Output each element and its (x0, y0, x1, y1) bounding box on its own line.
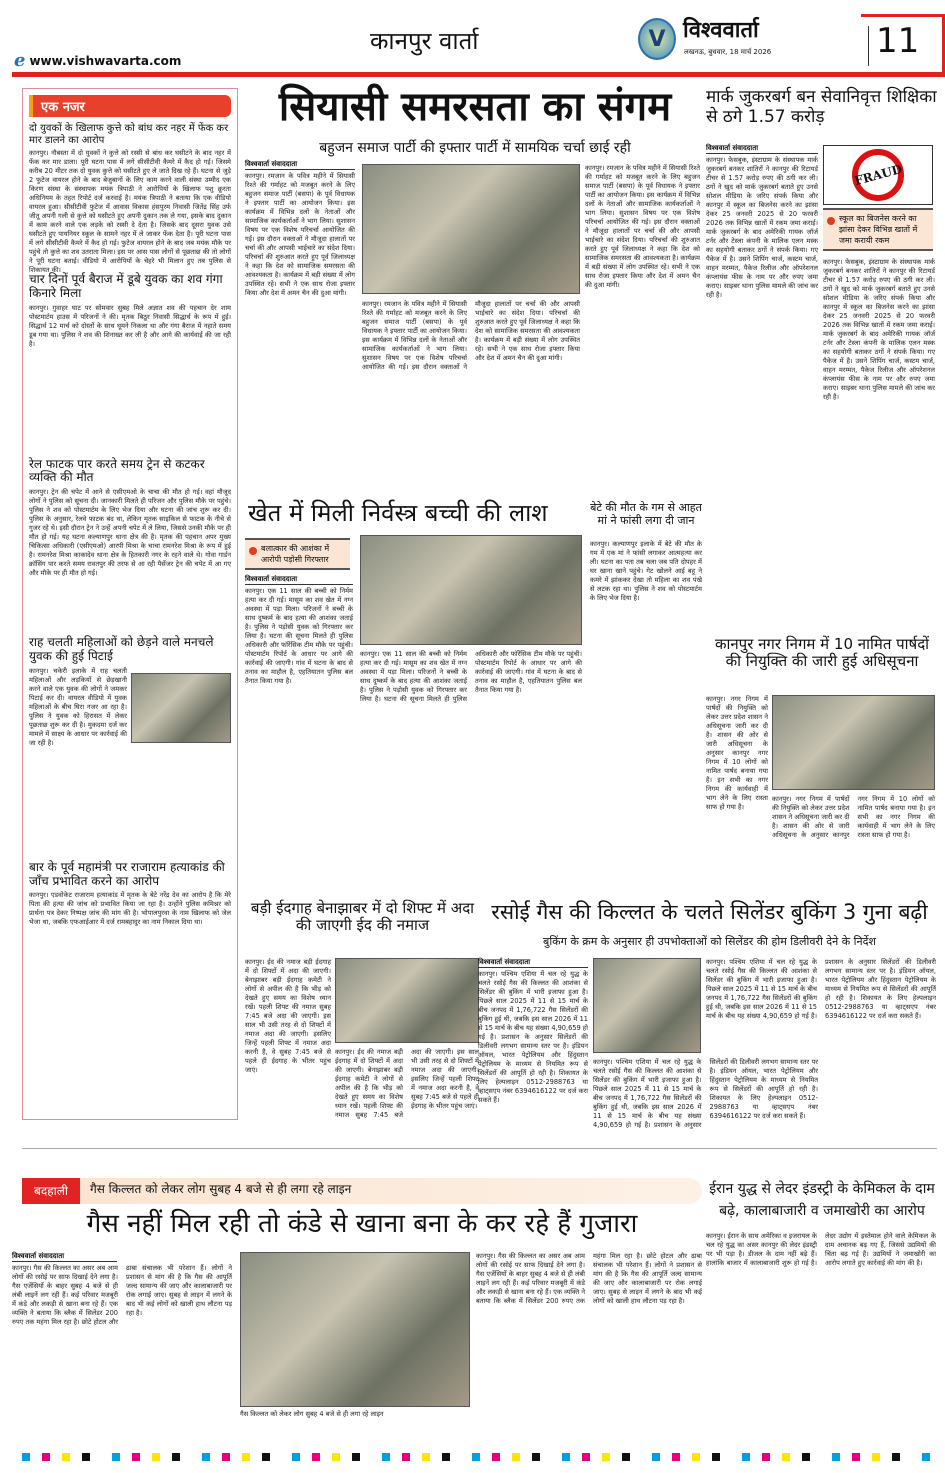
byline: विश्ववार्ता संवाददाता (706, 144, 818, 154)
brief-title: रेल फाटक पार करते समय ट्रेन से कटकर व्यक्ति की मौत (29, 456, 205, 485)
page-number: 11 (876, 21, 920, 61)
harassment-photo (131, 673, 231, 743)
story-headline: ईरान युद्ध से लेदर इंडस्ट्री के केमिकल के दाम बढ़े, कालाबाजारी व जमाखोरी का आरोप (709, 1181, 935, 1219)
story-text: कानपुर। ईद की नमाज बड़ी ईदगाह में दो शिफ्टों में अदा की जाएगी। बेनाझाबर बड़ी ईदगाह कमेटी ने लोगों से अपील की है कि भीड़ को देखते हुए समय का विशेष ध्यान रखें। पहली शिफ्ट की नमाज सुबह 7:45 बजे अदा की जाएगी। इस साल भी उसी तरह से दो शिफ्टों में नमाज अदा की जाएगी। इसलिए जिन्हें पहली शिफ्ट में नमाज अदा करनी है, वे सुबह 7:45 बजे से पहले ही ईदगाह के भीतर पहुंच जाएं। (245, 958, 331, 1074)
brief-title: बार के पूर्व महामंत्री पर राजाराम हत्याकांड की जाँच प्रभावित करने का आरोप (29, 859, 225, 888)
brief-title: दो युवकों के खिलाफ कुत्ते को बांध कर नहर में फेंक कर मार डालने का आरोप (29, 123, 229, 146)
brief-title: राह चलती महिलाओं को छेड़ने वाले मनचले युवक की हुई पिटाई (29, 635, 214, 663)
story-headline: बड़ी ईदगाह बेनाझाबर में दो शिफ्ट में अदा की जाएगी ईद की नमाज (250, 899, 475, 935)
byline: विश्ववार्ता संवाददाता (478, 958, 588, 968)
ek-nazar-panel (22, 88, 238, 1120)
story-headline: कानपुर नगर निगम में 10 नामित पार्षदों की नियुक्ति की जारी हुई अधिसूचना (714, 635, 930, 671)
story-text-continued: कानपुर। नगर निगम में पार्षदों की नियुक्ति को लेकर उत्तर प्रदेश शासन ने अधिसूचना जारी कर दी है। शासन की ओर से जारी अधिसूचना के अनुसार कानपुर नगर निगम में 10 लोगों को नामित पार्षद बनाया गया है। इन सभी का नगर निगम की कार्यवाही में भाग लेने के लिए रास्ता साफ हो गया है। (772, 795, 935, 839)
story-text: कानपुर। फेसबुक, इंस्टाग्राम के संस्थापक मार्क जुकरबर्ग बनकर शातिरों ने कानपुर की रिटायर्ड टीचर से 1.57 करोड़ रुपए की ठगी कर ली। ठगों ने खुद को मार्क जुकरबर्ग बताते हुए उनसे सोशल मीडिया के जरिए संपर्क किया और कानपुर में स्कूल का बिजनेस करने का झांसा देकर 25 जनवरी 2025 से 20 फरवरी 2026 तक विभिन्न खातों में रकम जमा कराई। मार्क जुकरबर्ग के बाद अमेरिकी गायक जॉर्ज टर्नर और टेस्ला कंपनी के मालिक एलन मस्क का सहयोगी बताकर ठगों ने संपर्क किया। गए पैकेज में है। उसने शिपिंग चार्ज, कस्टम चार्ज, वाहन मरम्मत, पैकेज रिलीज और ऑपरेशनल कंप्लायंस फीस के नाम पर और रुपए जमा कराए। साइबर थाना पुलिस मामले की जांच कर रही है। (706, 156, 818, 299)
story-text-continued: कानपुर। ईद की नमाज बड़ी ईदगाह में दो शिफ्टों में अदा की जाएगी। बेनाझाबर बड़ी ईदगाह कमेटी ने लोगों से अपील की है कि भीड़ को देखते हुए समय का विशेष ध्यान रखें। पहली शिफ्ट की नमाज सुबह 7:45 बजे अदा की जाएगी। इस साल भी उसी तरह से दो शिफ्टों में नमाज अदा की जाएगी। इसलिए जिन्हें पहली शिफ्ट में नमाज अदा करनी है, वे सुबह 7:45 बजे से पहले ही ईदगाह के भीतर पहुंच जाएं। (335, 1048, 479, 1119)
iftar-party-photo (362, 164, 580, 294)
story-headline: गैस नहीं मिल रही तो कंडे से खाना बना के कर रहे हैं गुजारा (86, 1209, 638, 1239)
brief-text: कानपुर। एडवोकेट राजाराम हत्याकांड में मृतक के बेटे नरेंद्र देव का आरोप है कि मेरे पिता की हत्या की जांच को प्रभावित किया जा रहा है। उन्होंने पुलिस कमिश्नर को प्रार्थना पत्र देकर निष्पक्ष जांच की मांग की है। भोपालपुरवा के नाम खिलाफ को जेल भेजा था, जबकि एफआईआर में दर्ज रामबहादुर का नाम निकाल दिया था। (29, 891, 231, 927)
story-headline: बेटे की मौत के गम से आहत मां ने फांसी लगा दी जान (590, 501, 702, 527)
story-text: कानपुर। पश्चिम एशिया में चल रहे युद्ध के चलते रसोई गैस की किल्लत की आशंका से सिलेंडर की बुकिंग में भारी इजाफा हुआ है। पिछले साल 2025 में 11 से 15 मार्च के बीच जनपद में 1,76,722 गैस सिलेंडरों की बुकिंग हुई थी, जबकि इस साल 2026 में 11 से 15 मार्च के बीच यह संख्या 4,90,659 हो गई है। प्रशासन के अनुसार सिलेंडरों की डिलीवरी लगभग सामान्य स्तर पर है। इंडियन ऑयल, भारत पेट्रोलियम और हिंदुस्तान पेट्रोलियम के माध्यम से नियमित रूप से सिलेंडरों की आपूर्ति हो रही है। शिकायत के लिए हेल्पलाइन 0512-2988763 या व्हाट्सएप नंबर 6394616122 पर दर्ज करा सकते हैं। (478, 970, 588, 1104)
byline: विश्ववार्ता संवाददाता (12, 1252, 117, 1262)
section-title: कानपुर वार्ता (370, 27, 479, 55)
header-rule (12, 72, 945, 77)
story-text-right: कानपुर। पश्चिम एशिया में चल रहे युद्ध के चलते रसोई गैस की किल्लत की आशंका से सिलेंडर की बुकिंग में भारी इजाफा हुआ है। पिछले साल 2025 में 11 से 15 मार्च के बीच जनपद में 1,76,722 गैस सिलेंडरों की बुकिंग हुई थी, जबकि इस साल 2026 में 11 से 15 मार्च के बीच यह संख्या 4,90,659 हो गई है। प्रशासन के अनुसार सिलेंडरों की डिलीवरी लगभग सामान्य स्तर पर है। इंडियन ऑयल, भारत पेट्रोलियम और हिंदुस्तान पेट्रोलियम के माध्यम से नियमित रूप से सिलेंडरों की आपूर्ति हो रही है। शिकायत के लिए हेल्पलाइन 0512-2988763 या व्हाट्सएप नंबर 6394616122 पर दर्ज करा सकते हैं। (706, 958, 936, 1020)
lead-text-continued: कानपुर। रमजान के पवित्र महीने में सियासी रिश्ते की गर्माहट को मजबूत करने के लिए बहुजन समाज पार्टी (बसपा) के पूर्व विधायक ने इफ्तार पार्टी का आयोजन किया। इस कार्यक्रम में विभिन्न दलों के नेताओं और सामाजिक कार्यकर्ताओं ने भाग लिया। सुशासन विषय पर एक विशेष परिचर्चा आयोजित की गई। इस दौरान वक्ताओं ने मौजूदा हालातों पर चर्चा की और आपसी भाईचारे का संदेश दिया। परिचर्चा की शुरुआत करते हुए पूर्व जिलाध्यक्ष ने कहा कि देश को सामाजिक समरसता की आवश्यकता है। कार्यक्रम में बड़ी संख्या में लोग उपस्थित रहे। सभी ने एक साथ रोजा इफ्तार किया और देश में अमन चैन की दुआ मांगी। (362, 300, 580, 371)
badhali-label: बदहाली (22, 1178, 80, 1204)
story-text-continued: कानपुर। गैस की किल्लत का असर अब आम लोगों की रसोई पर साफ दिखाई देने लगा है। गैस एजेंसियों के बाहर सुबह 4 बजे से ही लंबी लाइनें लग रही हैं। कई परिवार मजबूरी में कंडे और लकड़ी से खाना बना रहे हैं। एक व्यक्ति ने बताया कि ब्लैक में सिलेंडर 200 रुपए तक महंगा मिल रहा है। छोटे होटल और ढाबा संचालक भी परेशान हैं। लोगों ने प्रशासन से मांग की है कि गैस की आपूर्ति जल्द सामान्य की जाए और कालाबाजारी पर रोक लगाई जाए। सुबह से लाइन में लगने के बाद भी कई लोगों को खाली हाथ लौटना पड़ रहा है। (476, 1252, 702, 1305)
byline: विश्ववार्ता संवाददाता (245, 160, 355, 170)
browser-e-icon: e (14, 50, 26, 71)
byline: विश्ववार्ता संवाददाता (245, 575, 353, 585)
paper-logo: V (638, 18, 676, 60)
lead-headline: सियासी समरसता का संगम (278, 84, 672, 130)
registration-strip (22, 1453, 937, 1461)
kicker-text: गैस किल्लत को लेकर लोग सुबह 4 बजे से ही लगा रहे लाइन (90, 1182, 352, 1196)
story-text-caption: गैस किल्लत को लेकर लोग सुबह 4 बजे से ही लगा रहे लाइन (240, 1410, 384, 1418)
story-text: कानपुर। कल्याणपुर इलाके में बेटे की मौत के गम में एक मां ने फांसी लगाकर आत्महत्या कर ली। घटना का पता तब चला जब पति दोपहर में घर खाना खाने पहुंचे। गेट खोलने आई बहू ने कमरे में झांककर देखा तो महिला का शव पंखे से लटक रहा था। पुलिस ने शव को पोस्टमार्टम के लिए भेज दिया है। (590, 540, 702, 602)
story-text: कानपुर। नगर निगम में पार्षदों की नियुक्ति को लेकर उत्तर प्रदेश शासन ने अधिसूचना जारी कर दी है। शासन की ओर से जारी अधिसूचना के अनुसार कानपुर नगर निगम में 10 लोगों को नामित पार्षद बनाया गया है। इन सभी का नगर निगम की कार्यवाही में भाग लेने के लिए रास्ता साफ हो गया है। (706, 695, 768, 811)
story-subheadline: बुकिंग के क्रम के अनुसार ही उपभोक्ताओं को सिलेंडर की होम डिलीवरी देने के निर्देश (543, 935, 876, 948)
story-callout: बलात्कार की आशंका में आरोपी पड़ोसी गिरफ्तार (245, 538, 350, 570)
story-text: कानपुर। एक 11 साल की बच्ची को निर्मम हत्या कर दी गई। मासूम का शव खेत में नग्न अवस्था में पड़ा मिला। परिजनों ने बच्ची के साथ दुष्कर्म के बाद हत्या की आशंका जताई है। पुलिस ने पड़ोसी युवक को गिरफ्तार कर लिया है। घटना की सूचना मिलते ही पुलिस अधिकारी और फॉरेंसिक टीम मौके पर पहुंची। पोस्टमार्टम रिपोर्ट के आधार पर आगे की कार्रवाई की जाएगी। गांव में घटना के बाद से तनाव का माहौल है, एहतियातन पुलिस बल तैनात किया गया है। (245, 587, 353, 685)
story-callout: स्कूल का बिजनेस करने का झांसा देकर विभिन्न खातों में जमा करायी रकम (823, 208, 933, 251)
story-headline: रसोई गैस की किल्लत के चलते सिलेंडर बुकिंग 3 गुना बढ़ी (491, 900, 928, 924)
story-text-continued: कानपुर। फेसबुक, इंस्टाग्राम के संस्थापक मार्क जुकरबर्ग बनकर शातिरों ने कानपुर की रिटायर्ड टीचर से 1.57 करोड़ रुपए की ठगी कर ली। ठगों ने खुद को मार्क जुकरबर्ग बताते हुए उनसे सोशल मीडिया के जरिए संपर्क किया और कानपुर में स्कूल का बिजनेस करने का झांसा देकर 25 जनवरी 2025 से 20 फरवरी 2026 तक विभिन्न खातों में रकम जमा कराई। मार्क जुकरबर्ग के बाद अमेरिकी गायक जॉर्ज टर्नर और टेस्ला कंपनी के मालिक एलन मस्क का सहयोगी बताकर ठगों ने संपर्क किया। गए पैकेज में है। उसने शिपिंग चार्ज, कस्टम चार्ज, वाहन मरम्मत, पैकेज रिलीज और ऑपरेशनल कंप्लायंस फीस के नाम पर और रुपए जमा कराए। साइबर थाना पुलिस मामले की जांच कर रही है। (823, 258, 935, 401)
lead-subheadline: बहुजन समाज पार्टी की इफ्तार पार्टी में सामयिक चर्चा छाई रही (319, 140, 631, 156)
story-text-continued: कानपुर। एक 11 साल की बच्ची को निर्मम हत्या कर दी गई। मासूम का शव खेत में नग्न अवस्था में पड़ा मिला। परिजनों ने बच्ची के साथ दुष्कर्म के बाद हत्या की आशंका जताई है। पुलिस ने पड़ोसी युवक को गिरफ्तार कर लिया है। घटना की सूचना मिलते ही पुलिस अधिकारी और फॉरेंसिक टीम मौके पर पहुंची। पोस्टमार्टम रिपोर्ट के आधार पर आगे की कार्रवाई की जाएगी। गांव में घटना के बाद से तनाव का माहौल है, एहतियातन पुलिस बल तैनात किया गया है। (360, 650, 582, 703)
paper-name: विश्ववार्ता (683, 18, 759, 43)
eid-prayer-photo (335, 958, 479, 1043)
prohibited-icon: FRAUD (852, 149, 904, 201)
lead-text: कानपुर। रमजान के पवित्र महीने में सियासी रिश्ते की गर्माहट को मजबूत करने के लिए बहुजन समाज पार्टी (बसपा) के पूर्व विधायक ने इफ्तार पार्टी का आयोजन किया। इस कार्यक्रम में विभिन्न दलों के नेताओं और सामाजिक कार्यकर्ताओं ने भाग लिया। सुशासन विषय पर एक विशेष परिचर्चा आयोजित की गई। इस दौरान वक्ताओं ने मौजूदा हालातों पर चर्चा की और आपसी भाईचारे का संदेश दिया। परिचर्चा की शुरुआत करते हुए पूर्व जिलाध्यक्ष ने कहा कि देश को सामाजिक समरसता की आवश्यकता है। कार्यक्रम में बड़ी संख्या में लोग उपस्थित रहे। सभी ने एक साथ रोजा इफ्तार किया और देश में अमन चैन की दुआ मांगी। (245, 172, 355, 297)
story-text-continued: कानपुर। पश्चिम एशिया में चल रहे युद्ध के चलते रसोई गैस की किल्लत की आशंका से सिलेंडर की बुकिंग में भारी इजाफा हुआ है। पिछले साल 2025 में 11 से 15 मार्च के बीच जनपद में 1,76,722 गैस सिलेंडरों की बुकिंग हुई थी, जबकि इस साल 2026 में 11 से 15 मार्च के बीच यह संख्या 4,90,659 हो गई है। प्रशासन के अनुसार सिलेंडरों की डिलीवरी लगभग सामान्य स्तर पर है। इंडियन ऑयल, भारत पेट्रोलियम और हिंदुस्तान पेट्रोलियम के माध्यम से नियमित रूप से सिलेंडरों की आपूर्ति हो रही है। शिकायत के लिए हेल्पलाइन 0512-2988763 या व्हाट्सएप नंबर 6394616122 पर दर्ज करा सकते हैं। (593, 1058, 818, 1129)
ek-nazar-label: एक नजर (29, 95, 231, 117)
brief-text: कानपुर। ट्रेन की चपेट में आने से एसीएमओ के चाचा की मौत हो गई। वहां मौजूद लोगों ने पुलिस को सूचना दी। जानकारी मिलते ही परिजन और पुलिस मौके पर पहुंचे। पुलिस ने शव को पोस्टमार्टम के लिए भेज दिया और घटना की जांच शुरू कर दी। पुलिस के अनुसार, रेलवे फाटक बंद था, लेकिन मृतक साइकिल से फाटक के नीचे से गुजर रहे थे। इसी दौरान ट्रेन ने उन्हें अपनी चपेट में ले लिया, जिससे उनकी मौके पर ही मौत हो गई। यह घटना कल्याणपुर थाना क्षेत्र की है। मृतक की पहचान अपर मुख्य चिकित्सा अधिकारी (एसीएमओ) आरपी मिश्रा के चाचा रामनरेश मिश्रा के रूप में हुई है। रामनरेश मिश्रा काकादेव थाना क्षेत्र के हितकारी नगर के रहने वाले थे। गोवा गार्डन क्रॉसिंग पार करते समय रावतपुर की तरफ से आ रही पैसेंजर ट्रेन की चपेट में आ गए और मौके पर ही मौत हो गई। (29, 488, 231, 578)
council-photo (772, 695, 935, 790)
dateline: लखनऊ, बुधवार, 18 मार्च 2026 (684, 48, 772, 56)
brief-text: कानपुर। चकेरी इलाके में राह चलती महिलाओं और लड़कियों से छेड़खानी करने वाले एक युवक की लोगों ने जमकर पिटाई कर दी। वायरल वीडियो में युवक महिलाओं के बीच घिरा नजर आ रहा है। पुलिस ने युवक को हिरासत में लेकर पूछताछ शुरू कर दी है। मुकदमा दर्ज कर मामले में साक्ष्य के आधार पर कार्रवाई की जा रही है। (29, 666, 127, 747)
website-url[interactable]: e www.vishwavarta.com (14, 50, 182, 71)
brief-text: कानपुर। नौबस्ता में दो युवकों ने कुत्ते को रस्सी से बांध कर घसीटने के बाद नहर में फेंक कर मार डाला। पूरी घटना पास में लगे सीसीटीवी कैमरे में कैद हो गई। जिसमे करीब 20 मीटर तक दो युवक कुत्ते को घसीटते हुए ले जाते दिख रहे हैं। घटना से जुड़े 2 फुटेज वायरल होने के बाद बेजुबानों के लिए काम करने वाली संस्था उम्मीद एक किरण संस्था के संस्थापक मयंक त्रिपाठी ने आरोपियों के खिलाफ पशु क्रूरता अधिनियम के तहत रिपोर्ट दर्ज करवाई है। मयंक त्रिपाठी ने बताया कि एक वीडियो वायरल हुआ। सीसीटीवी फुटेज में आवास विकास हंसपुरम निवासी जितेंद्र सिंह उर्फ जीतू अपनी गली से कुत्ते को घसीटते हुए अपनी दुकान तक ले गया, इसके बाद दुकान में काम करने वाले एक लड़के को रस्सी दे देता है। जिसके बाद दूसरा युवक उसे घसीटते हुए पायनियर स्कूल के सामने नहर में ले जाकर फेंक देता है। पूरी घटना पास में लगे सीसीटीवी कैमरे में कैद हो गई। फुटेज वायरल होने के बाद जब मयंक मौके पर पहुंचे तो कुत्ते का शव उतराता मिला। इस पर आस पास लोगों से पूछताछ की तो लोगों ने पूरी घटना बताई। वीडियो में आरोपियों के चेहरे भी मिलान हुए तब पुलिस से शिकायत की। (29, 149, 231, 274)
crime-scene-photo (360, 535, 582, 645)
brief-text: कानपुर। गुवाहर घाट पर सोमवार सुबह मिले अज्ञात शव की पहचान देर शाम पोस्टमार्टम हाउस में परिजनों ने की। मृतक बिठूर निवासी सिद्धार्थ के रूप में हुई। सिद्धार्थ 12 मार्च को दोस्तों के साथ घूमने निकला था और गंगा बैराज में नहाते समय डूब गया था। पुलिस ने शव की शिनाख्त कर ली है और आगे की कार्यवाई की जा रही है। (29, 303, 231, 348)
story-text: कानपुर। गैस की किल्लत का असर अब आम लोगों की रसोई पर साफ दिखाई देने लगा है। गैस एजेंसियों के बाहर सुबह 4 बजे से ही लंबी लाइनें लग रही हैं। कई परिवार मजबूरी में कंडे और लकड़ी से खाना बना रहे हैं। एक व्यक्ति ने बताया कि ब्लैक में सिलेंडर 200 रुपए तक महंगा मिल रहा है। छोटे होटल और ढाबा संचालक भी परेशान हैं। लोगों ने प्रशासन से मांग की है कि गैस की आपूर्ति जल्द सामान्य की जाए और कालाबाजारी पर रोक लगाई जाए। सुबह से लाइन में लगने के बाद भी कई लोगों को खाली हाथ लौटना पड़ रहा है। (12, 1264, 232, 1326)
story-headline: खेत में मिली निर्वस्त्र बच्ची की लाश (248, 499, 548, 527)
story-text: कानपुर। ईरान के साथ अमेरिका व इजरायल के चल रहे युद्ध का असर कानपुर की लेदर इंडस्ट्री पर भी पड़ा है। डीजल के दाम नहीं बढ़े हैं। हालांकि बाजार में कालाबाजारी शुरू हो गई है। लेदर उद्योग में इस्तेमाल होने वाले केमिकल के दाम अचानक बढ़ गए हैं, जिससे उद्यमियों की चिंता बढ़ गई है। उद्यमियों ने जमाखोरी का आरोप लगाते हुए कार्रवाई की मांग की है। (706, 1232, 936, 1267)
cow-dung-cooking-photo (240, 1252, 470, 1407)
lead-text-right: कानपुर। रमजान के पवित्र महीने में सियासी रिश्ते की गर्माहट को मजबूत करने के लिए बहुजन समाज पार्टी (बसपा) के पूर्व विधायक ने इफ्तार पार्टी का आयोजन किया। इस कार्यक्रम में विभिन्न दलों के नेताओं और सामाजिक कार्यकर्ताओं ने भाग लिया। सुशासन विषय पर एक विशेष परिचर्चा आयोजित की गई। इस दौरान वक्ताओं ने मौजूदा हालातों पर चर्चा की और आपसी भाईचारे का संदेश दिया। परिचर्चा की शुरुआत करते हुए पूर्व जिलाध्यक्ष ने कहा कि देश को सामाजिक समरसता की आवश्यकता है। कार्यक्रम में बड़ी संख्या में लोग उपस्थित रहे। सभी ने एक साथ रोजा इफ्तार किया और देश में अमन चैन की दुआ मांगी। (585, 164, 700, 289)
story-headline: मार्क जुकरबर्ग बन सेवानिवृत्त शिक्षिका से ठगे 1.57 करोड़ (706, 87, 937, 127)
brief-title: चार दिनों पूर्व बैराज में डूबे युवक का शव गंगा किनारे मिला (29, 272, 223, 300)
gas-queue-photo (593, 958, 701, 1053)
fraud-image (823, 145, 933, 205)
